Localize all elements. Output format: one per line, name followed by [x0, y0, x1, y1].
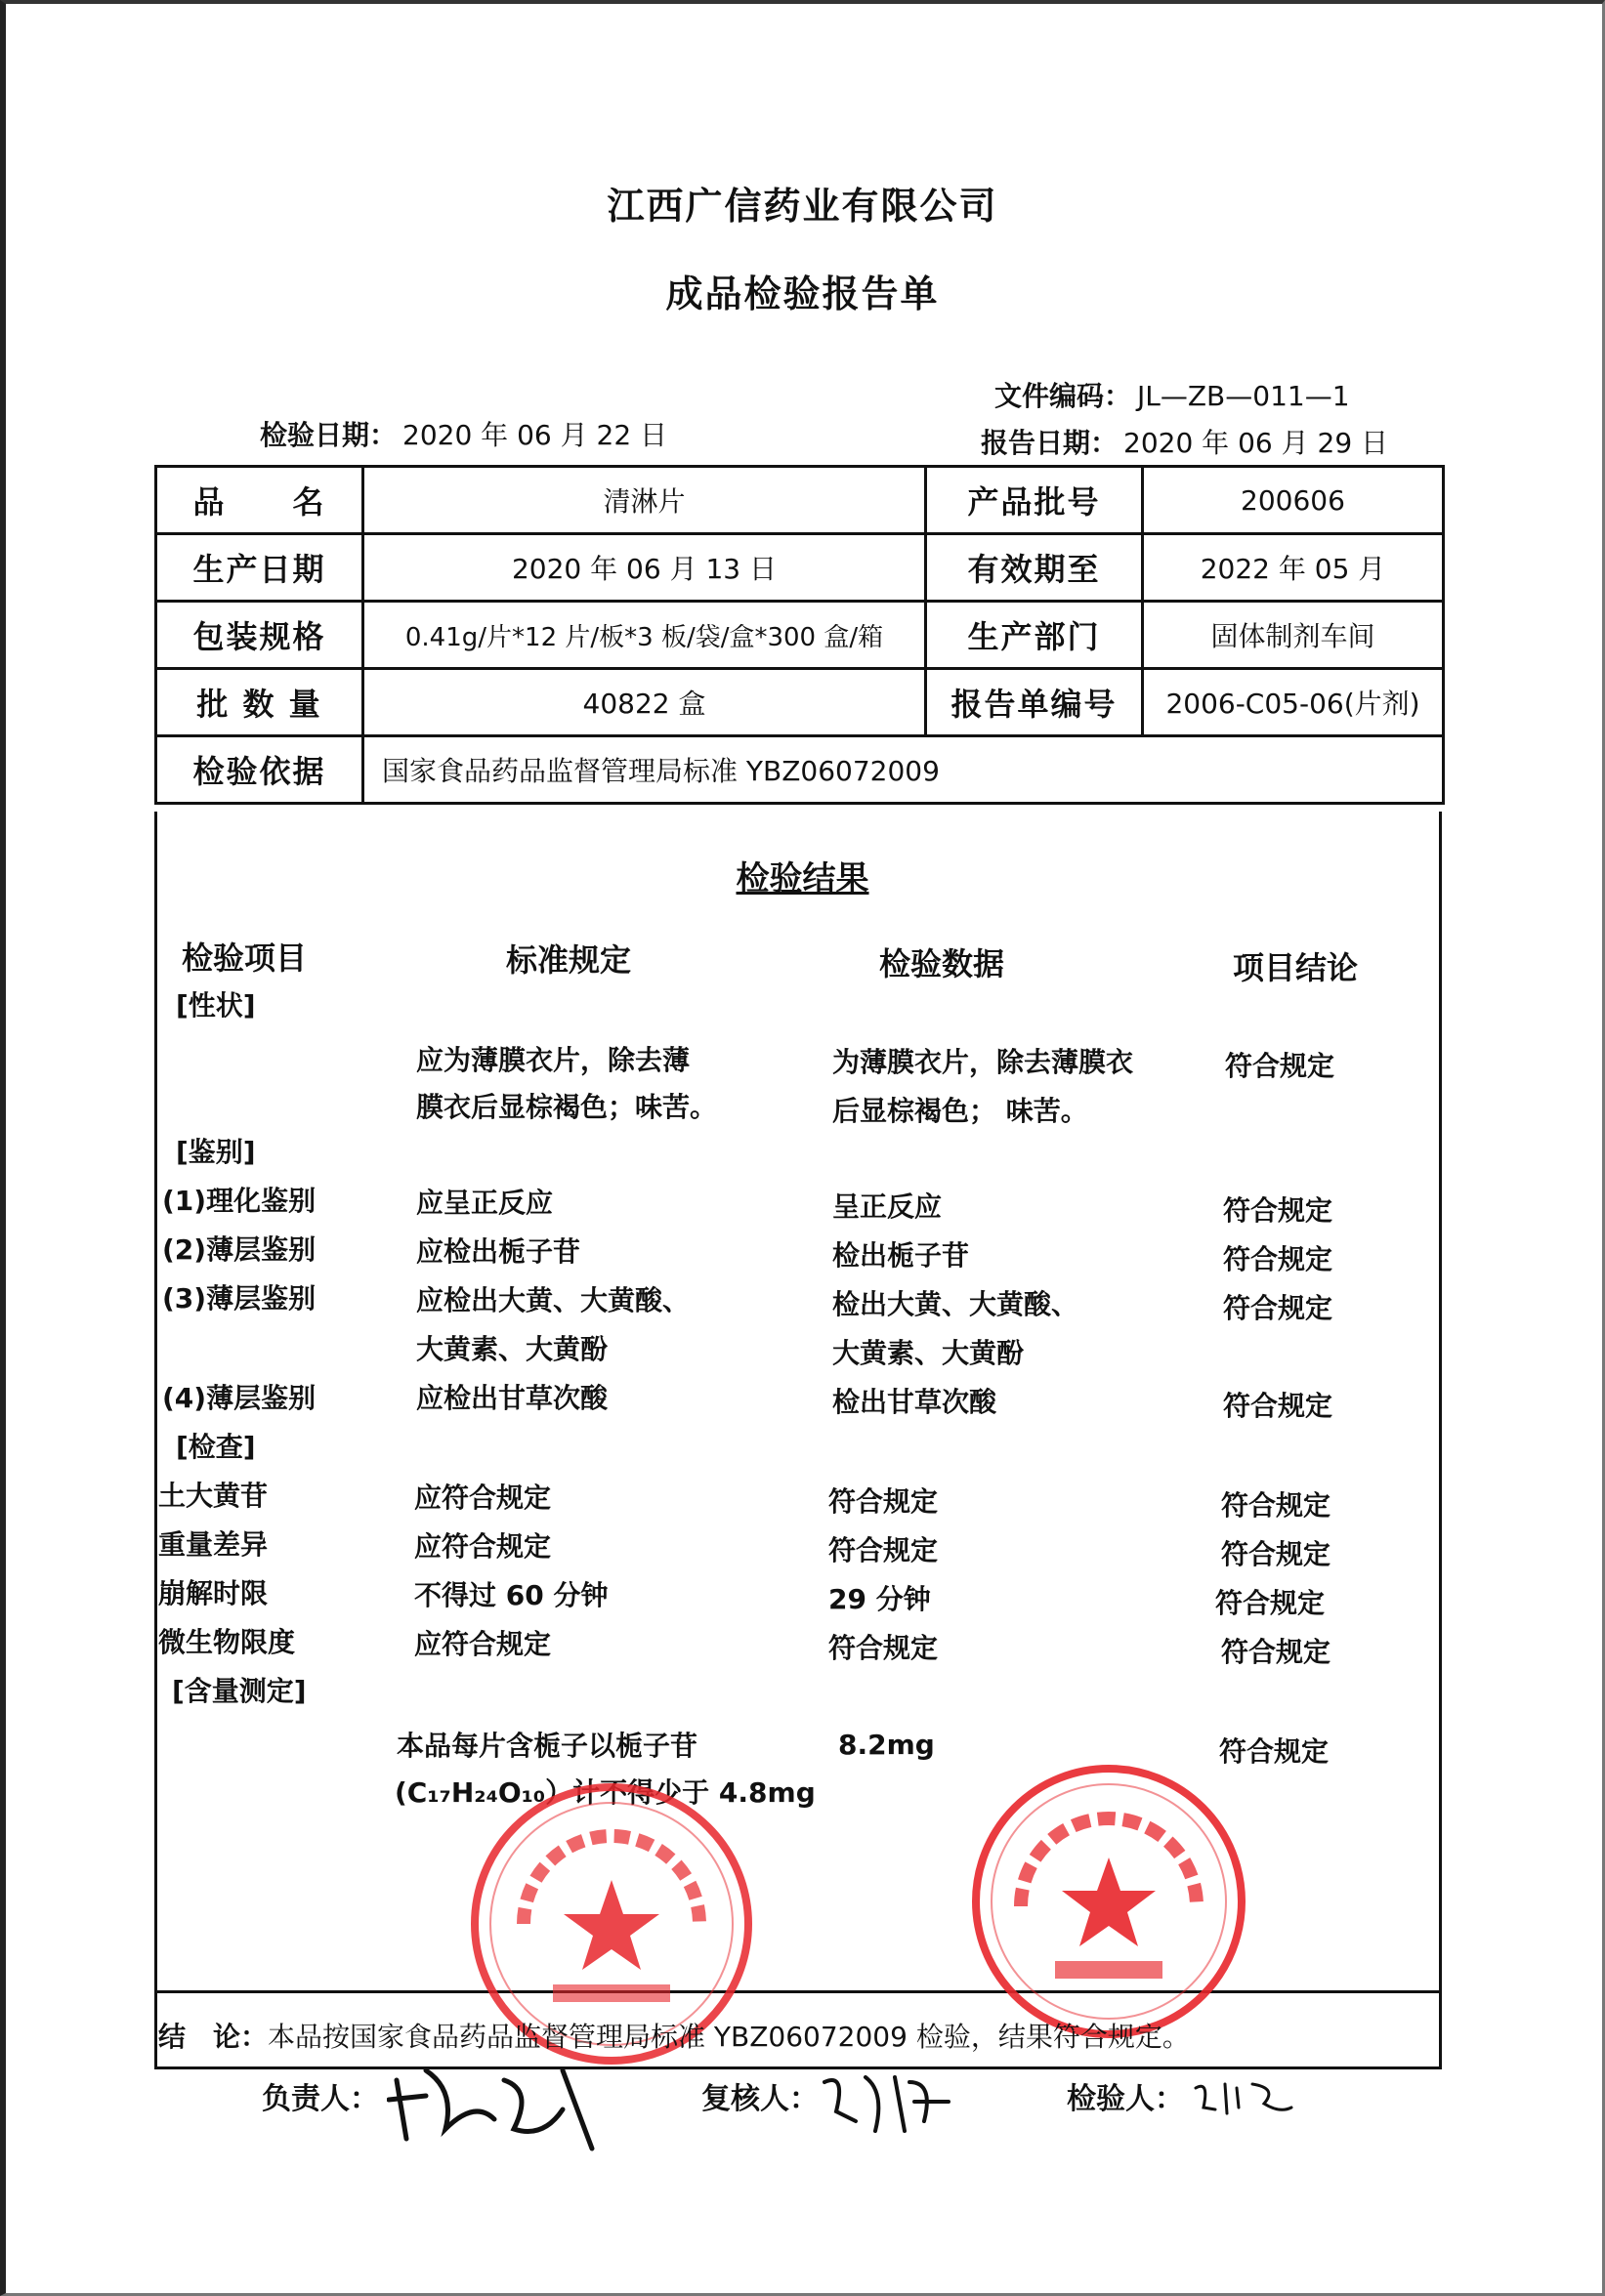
- check3-standard: 不得过 60 分钟: [414, 1579, 609, 1611]
- assay-standard-line1: 本品每片含栀子以栀子苷: [397, 1730, 698, 1762]
- conclusion-text: 本品按国家食品药品监督管理局标准 YBZ06072009 检验，结果符合规定。: [268, 2021, 1190, 2053]
- dept-label: 生产部门: [926, 602, 1143, 669]
- id3-data-line2: 大黄素、大黄酚: [832, 1337, 1025, 1369]
- col-header-data: 检验数据: [879, 945, 1005, 982]
- reviewer-signature: [817, 2063, 953, 2141]
- report-number: 2006-C05-06(片剂): [1143, 669, 1444, 736]
- mfg-date: 2020 年 06 月 13 日: [363, 534, 926, 602]
- col-header-standard: 标准规定: [506, 941, 632, 979]
- check1-data: 符合规定: [828, 1485, 939, 1518]
- batch-number: 200606: [1143, 467, 1444, 534]
- reviewer-label: 复核人：: [701, 2082, 819, 2116]
- file-code: [994, 375, 1350, 414]
- check3-conclusion: 符合规定: [1215, 1587, 1326, 1619]
- mfg-date-label: 生产日期: [156, 534, 363, 602]
- check4-data: 符合规定: [828, 1632, 939, 1664]
- pack-spec: 0.41g/片*12 片/板*3 板/袋/盒*300 盒/箱: [363, 602, 926, 669]
- check4-conclusion: 符合规定: [1221, 1636, 1331, 1668]
- section-check: [检查]: [176, 1431, 256, 1463]
- responsible-label: 负责人：: [262, 2082, 379, 2116]
- expiry-date: 2022 年 05 月: [1143, 534, 1444, 602]
- id2-conclusion: 符合规定: [1223, 1243, 1333, 1275]
- col-header-item: 检验项目: [182, 939, 308, 977]
- inspect-date-label: 检验日期：: [260, 419, 398, 451]
- appearance-standard-line2: 膜衣后显棕褐色；味苦。: [416, 1091, 718, 1123]
- section-identification: [鉴别]: [176, 1136, 256, 1168]
- check1-item: 土大黄苷: [158, 1480, 269, 1512]
- check2-data: 符合规定: [828, 1534, 939, 1566]
- table-row: [156, 669, 1444, 736]
- id1-item: (1)理化鉴别: [162, 1185, 317, 1217]
- col-header-conclusion: 项目结论: [1233, 949, 1359, 986]
- product-name: 清淋片: [363, 467, 926, 534]
- inspect-date-value: 2020 年 06 月 22 日: [402, 419, 668, 451]
- inspection-seal-stamp: [967, 1760, 1250, 2043]
- inspection-basis: 国家食品药品监督管理局标准 YBZ06072009: [363, 736, 1444, 804]
- product-name-label: 品 名: [156, 467, 363, 534]
- expiry-label: 有效期至: [926, 534, 1143, 602]
- id3-standard-line2: 大黄素、大黄酚: [416, 1333, 609, 1365]
- id2-data: 检出栀子苷: [832, 1239, 970, 1272]
- conclusion-label: 结 论：: [158, 2021, 269, 2053]
- id4-standard: 应检出甘草次酸: [416, 1382, 609, 1414]
- check2-standard: 应符合规定: [414, 1530, 552, 1563]
- batch-quantity: 40822 盒: [363, 669, 926, 736]
- check2-item: 重量差异: [158, 1528, 269, 1561]
- id2-item: (2)薄层鉴别: [162, 1233, 317, 1266]
- company-name: 江西广信药业有限公司: [607, 185, 998, 228]
- inspector-signature: [1190, 2074, 1297, 2123]
- check4-standard: 应符合规定: [414, 1628, 552, 1660]
- check1-conclusion: 符合规定: [1221, 1489, 1331, 1522]
- table-row: [156, 602, 1444, 669]
- report-no-label: 报告单编号: [926, 669, 1143, 736]
- check1-standard: 应符合规定: [414, 1482, 552, 1514]
- production-dept: 固体制剂车间: [1143, 602, 1444, 669]
- pack-label: 包装规格: [156, 602, 363, 669]
- assay-conclusion: 符合规定: [1219, 1735, 1330, 1768]
- file-code-label: 文件编码：: [994, 380, 1132, 412]
- check3-data: 29 分钟: [828, 1583, 931, 1615]
- id3-item: (3)薄层鉴别: [162, 1282, 317, 1315]
- conclusion: [158, 2016, 1190, 2055]
- inspector-label: 检验人：: [1067, 2082, 1184, 2116]
- inspect-date: [260, 414, 667, 453]
- appearance-standard-line1: 应为薄膜衣片，除去薄: [416, 1044, 691, 1076]
- info-table: [154, 465, 1445, 805]
- table-row: [156, 534, 1444, 602]
- appearance-data-line1: 为薄膜衣片，除去薄膜衣: [832, 1046, 1134, 1078]
- assay-standard-line2: (C₁₇H₂₄O₁₀）计不得少于 4.8mg: [395, 1776, 816, 1809]
- file-code-value: JL—ZB—011—1: [1137, 380, 1350, 412]
- id1-standard: 应呈正反应: [416, 1187, 554, 1219]
- id3-standard-line1: 应检出大黄、大黄酸、: [416, 1284, 691, 1316]
- section-assay: [含量测定]: [172, 1675, 307, 1707]
- appearance-data-line2: 后显棕褐色； 味苦。: [832, 1095, 1088, 1127]
- check2-conclusion: 符合规定: [1221, 1538, 1331, 1570]
- id4-item: (4)薄层鉴别: [162, 1382, 317, 1414]
- qty-label: 批 数 量: [156, 669, 363, 736]
- report-date: [981, 422, 1388, 461]
- report-title: 成品检验报告单: [665, 272, 940, 315]
- appearance-conclusion: 符合规定: [1225, 1050, 1335, 1082]
- id3-data-line1: 检出大黄、大黄酸、: [832, 1288, 1079, 1320]
- check4-item: 微生物限度: [158, 1626, 296, 1658]
- id4-conclusion: 符合规定: [1223, 1390, 1333, 1422]
- check3-item: 崩解时限: [158, 1577, 269, 1609]
- id4-data: 检出甘草次酸: [832, 1386, 997, 1418]
- batch-label: 产品批号: [926, 467, 1143, 534]
- id1-conclusion: 符合规定: [1223, 1194, 1333, 1227]
- id1-data: 呈正反应: [832, 1190, 943, 1223]
- basis-label: 检验依据: [156, 736, 363, 804]
- section-appearance: [性状]: [176, 989, 256, 1022]
- report-date-label: 报告日期：: [981, 427, 1119, 459]
- responsible-signature: [387, 2051, 602, 2158]
- table-row: [156, 467, 1444, 534]
- id2-standard: 应检出栀子苷: [416, 1235, 581, 1268]
- results-title: 检验结果: [736, 859, 869, 898]
- assay-data: 8.2mg: [838, 1729, 935, 1761]
- report-date-value: 2020 年 06 月 29 日: [1123, 427, 1389, 459]
- table-row: [156, 736, 1444, 804]
- id3-conclusion: 符合规定: [1223, 1292, 1333, 1324]
